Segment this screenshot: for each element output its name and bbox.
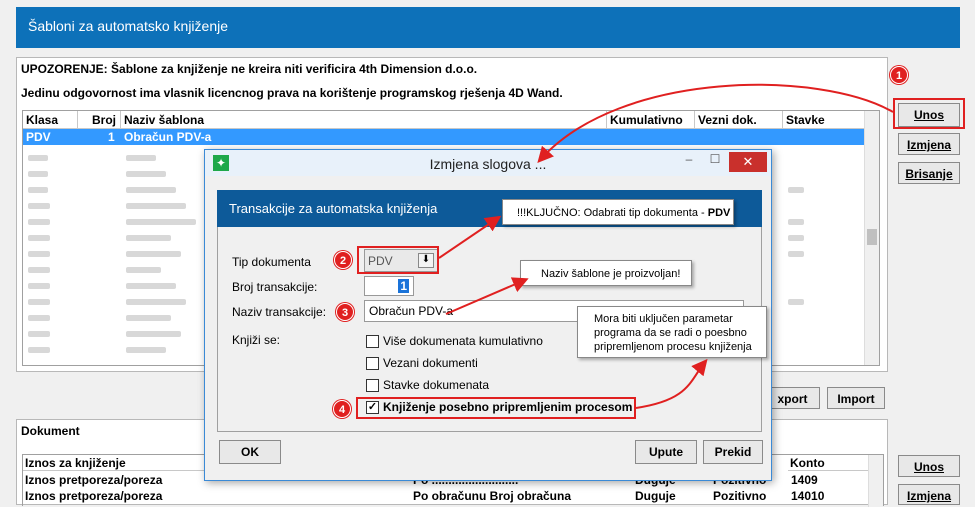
col-stavke[interactable]: Stavke [783, 111, 865, 129]
dialog-title: Izmjena slogova ... [429, 156, 547, 172]
col-broj[interactable]: Broj [78, 111, 121, 129]
broj-transakcije-label: Broj transakcije: [232, 280, 318, 294]
unos-button-label: Unos [914, 108, 944, 122]
window-title: Šabloni za automatsko knjiženje [28, 18, 229, 34]
doc-unos-label: Unos [914, 460, 944, 474]
cell-klasa: PDV [26, 130, 51, 144]
upute-button-label: Upute [649, 445, 683, 459]
col-naziv[interactable]: Naziv šablona [121, 111, 607, 129]
arrow-checkbox-to-callout [636, 362, 705, 408]
callout-1-bold: PDV [707, 207, 731, 219]
annotation-badge-3: 3 [336, 303, 354, 321]
checkbox-label[interactable]: Knjiženje posebno pripremljenim procesom [383, 400, 633, 414]
col-klasa[interactable]: Klasa [23, 111, 78, 129]
cell-konto: 1409 [791, 473, 818, 487]
annotation-badge-2: 2 [334, 251, 352, 269]
knjizi-se-label: Knjiži se: [232, 333, 281, 347]
doc-izmjena-label: Izmjena [906, 489, 951, 503]
col-vezni[interactable]: Vezni dok. [695, 111, 783, 129]
tip-dokumenta-label: Tip dokumenta [232, 255, 311, 269]
checkbox-label[interactable]: Više dokumenata kumulativno [383, 334, 543, 348]
ok-button-label: OK [241, 445, 259, 459]
callout-3-text: Mora biti uključen parametar programa da se radi o poesbno pripremljenom procesu knjiženja [594, 313, 752, 353]
col-kumulativno[interactable]: Kumulativno [607, 111, 695, 129]
cell-strana: Duguje [635, 489, 676, 503]
annotation-badge-4: 4 [333, 400, 351, 418]
naziv-transakcije-label: Naziv transakcije: [232, 305, 327, 319]
app-icon: ✦ [213, 155, 229, 171]
annotation-badge-1: 1 [890, 66, 908, 84]
cell-broj: 1 [108, 130, 115, 144]
minimize-icon[interactable]: – [685, 152, 693, 166]
col-iznos[interactable]: Iznos za knjiženje [23, 455, 413, 471]
tip-dokumenta-value: PDV [368, 254, 393, 268]
warning-line-2: Jedinu odgovornost ima vlasnik licencnog prava na korištenje programskog rješenja 4D Wand. [21, 86, 563, 100]
checkbox-label[interactable]: Vezani dokumenti [383, 356, 478, 370]
prekid-button-label: Prekid [714, 445, 752, 459]
brisanje-button-label: Brisanje [905, 167, 953, 181]
cell-iznos: Iznos pretporeza/poreza [25, 473, 163, 487]
close-icon[interactable]: ✕ [729, 152, 767, 172]
cell-desc: Po obračunu Broj obračuna [413, 489, 572, 503]
callout-2-text: Naziv šablone je proizvoljan! [541, 268, 681, 280]
checkbox-label[interactable]: Stavke dokumenata [383, 378, 490, 392]
arrow-callout-to-tip [439, 218, 498, 258]
callout-1-text: !!!KLJUČNO: Odabrati tip dokumenta - [517, 207, 708, 219]
maximize-icon[interactable]: ☐ [709, 152, 721, 166]
arrow-naziv-to-callout [446, 280, 525, 314]
broj-transakcije-value: 1 [400, 279, 407, 293]
cell-predznak: Pozitivno [713, 489, 767, 503]
import-button-label: Import [837, 392, 875, 406]
izmjena-button-label: Izmjena [906, 138, 951, 152]
naziv-transakcije-value: Obračun PDV-a [369, 304, 454, 318]
document-title: Dokument [21, 424, 80, 438]
cell-iznos: Iznos pretporeza/poreza [25, 489, 163, 503]
warning-line-1: UPOZORENJE: Šablone za knjiženje ne kreira niti verificira 4th Dimension d.o.o. [21, 62, 478, 76]
cell-konto: 14010 [791, 489, 825, 503]
col-konto[interactable]: Konto [788, 455, 868, 471]
download-icon[interactable]: ⬇ [418, 253, 434, 268]
export-button-label: xport [777, 392, 808, 406]
checkbox-posebno-pripremljenim[interactable]: ✓ [367, 401, 378, 413]
dialog-header: Transakcije za automatska knjiženja [217, 190, 762, 227]
arrow-unos-to-dialog [540, 85, 893, 160]
cell-naziv: Obračun PDV-a [124, 130, 212, 144]
